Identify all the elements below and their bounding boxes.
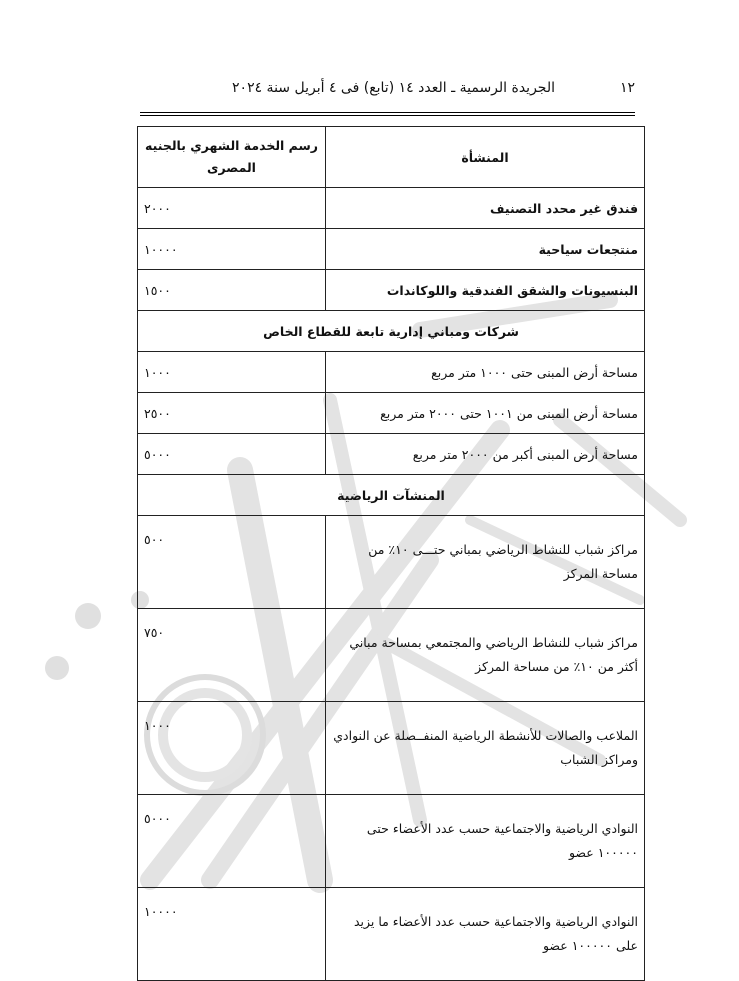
fee-cell: ٢٠٠٠	[138, 188, 326, 229]
table-body	[138, 188, 645, 981]
establishment-cell: البنسيونات والشقق الفندقية واللوكاندات	[326, 270, 645, 311]
running-title: الجريدة الرسمية ـ العدد ١٤ (تابع) فى ٤ أبريل سنة ٢٠٢٤	[232, 80, 555, 96]
section-row	[138, 475, 645, 516]
column-header-fee: رسم الخدمة الشهري بالجنيه المصرى	[138, 127, 326, 188]
section-title: شركات ومباني إدارية تابعة للقطاع الخاص	[138, 311, 645, 352]
establishment-cell: النوادي الرياضية والاجتماعية حسب عدد الأعضاء حتى ١٠٠٠٠٠ عضو	[326, 795, 645, 888]
fee-cell: ٢٥٠٠	[138, 393, 326, 434]
table-row	[138, 434, 645, 475]
establishment-cell: مراكز شباب للنشاط الرياضي بمباني حتـــى ١٠٪ من مساحة المركز	[326, 516, 645, 609]
table-row	[138, 188, 645, 229]
table-row	[138, 229, 645, 270]
fees-table	[137, 126, 645, 981]
establishment-cell: مساحة أرض المبنى أكبر من ٢٠٠٠ متر مربع	[326, 434, 645, 475]
fee-cell: ١٠٠٠٠	[138, 888, 326, 981]
table-header-row	[138, 127, 645, 188]
fee-cell: ١٠٠٠	[138, 352, 326, 393]
table-row	[138, 702, 645, 795]
establishment-cell: مساحة أرض المبنى من ١٠٠١ حتى ٢٠٠٠ متر مربع	[326, 393, 645, 434]
section-title: المنشآت الرياضية	[138, 475, 645, 516]
establishment-cell: مراكز شباب للنشاط الرياضي والمجتمعي بمساحة مباني أكثر من ١٠٪ من مساحة المركز	[326, 609, 645, 702]
table-row	[138, 352, 645, 393]
establishment-cell: النوادي الرياضية والاجتماعية حسب عدد الأعضاء ما يزيد على ١٠٠٠٠٠ عضو	[326, 888, 645, 981]
table-row	[138, 609, 645, 702]
fee-cell: ١٠٠٠	[138, 702, 326, 795]
section-row	[138, 311, 645, 352]
fee-cell: ١٠٠٠٠	[138, 229, 326, 270]
fee-cell: ٧٥٠	[138, 609, 326, 702]
table-row	[138, 393, 645, 434]
table-row	[138, 795, 645, 888]
establishment-cell: فندق غير محدد التصنيف	[326, 188, 645, 229]
page-number: ١٢	[619, 80, 635, 96]
fee-cell: ١٥٠٠	[138, 270, 326, 311]
establishment-cell: الملاعب والصالات للأنشطة الرياضية المنفــصلة عن النوادي ومراكز الشباب	[326, 702, 645, 795]
fee-cell: ٥٠٠٠	[138, 434, 326, 475]
column-header-establishment: المنشأة	[326, 127, 645, 188]
establishment-cell: منتجعات سياحية	[326, 229, 645, 270]
header-rule	[140, 115, 635, 116]
table-row	[138, 516, 645, 609]
page-header	[140, 80, 635, 110]
fee-cell: ٥٠٠٠	[138, 795, 326, 888]
header-rule	[140, 112, 635, 113]
establishment-cell: مساحة أرض المبنى حتى ١٠٠٠ متر مربع	[326, 352, 645, 393]
table-row	[138, 270, 645, 311]
table-row	[138, 888, 645, 981]
fee-cell: ٥٠٠	[138, 516, 326, 609]
